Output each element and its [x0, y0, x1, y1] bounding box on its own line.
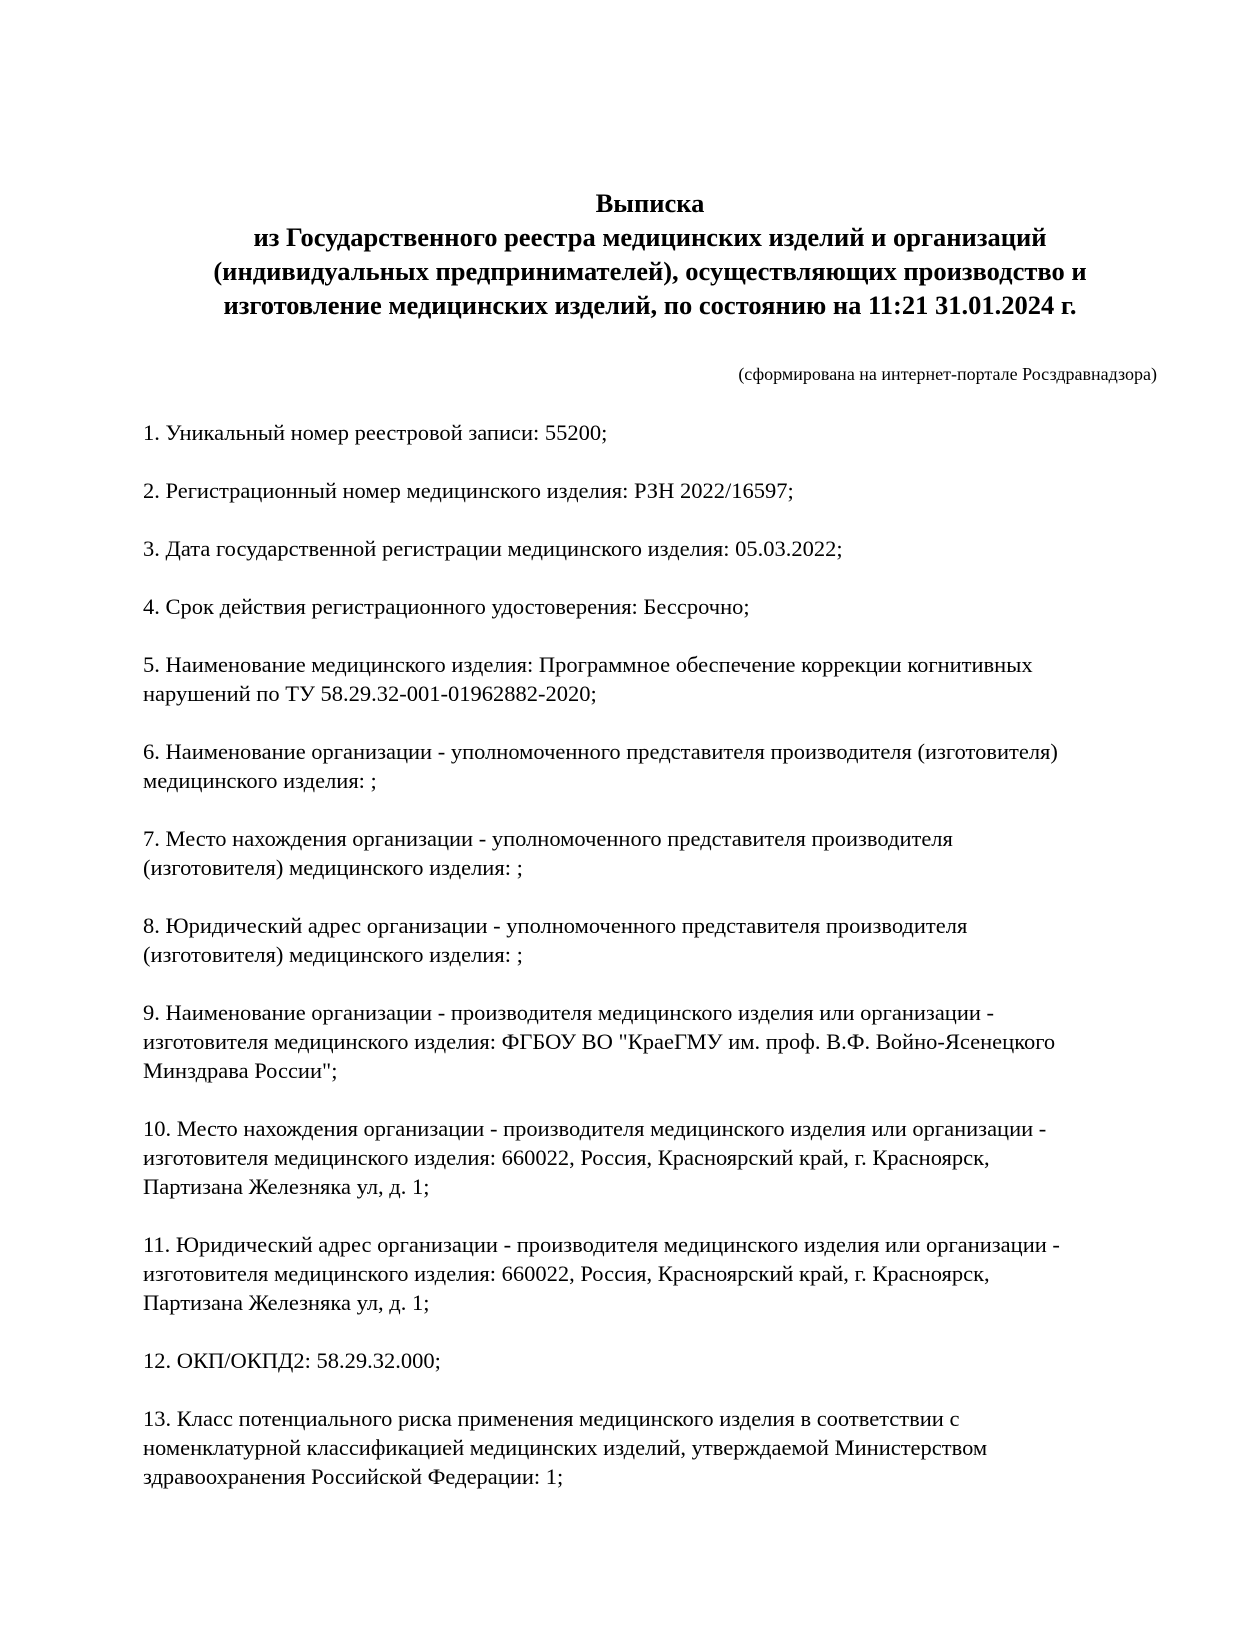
- registry-item-7: [143, 824, 1163, 882]
- item-text-line: 7. Место нахождения организации - уполномоченного представителя производителя: [143, 826, 953, 851]
- item-text-line: (изготовителя) медицинского изделия: ;: [143, 855, 523, 880]
- registry-item-4: [143, 592, 1163, 621]
- item-text-line: (изготовителя) медицинского изделия: ;: [143, 942, 523, 967]
- registry-item-3: [143, 534, 1163, 563]
- registry-item-6: [143, 737, 1163, 795]
- item-text-line: нарушений по ТУ 58.29.32-001-01962882-2020;: [143, 681, 597, 706]
- registry-item-10: [143, 1114, 1163, 1201]
- registry-item-5: [143, 650, 1163, 708]
- item-text-line: 1. Уникальный номер реестровой записи: 55200;: [143, 420, 608, 445]
- item-text-line: 12. ОКП/ОКПД2: 58.29.32.000;: [143, 1348, 441, 1373]
- registry-items-list: [143, 418, 1163, 1520]
- document-subtitle-line: изготовление медицинских изделий, по состоянию на 11:21 31.01.2024 г.: [223, 290, 1077, 320]
- registry-item-8: [143, 911, 1163, 969]
- document-title: Выписка: [595, 188, 705, 218]
- item-text-line: Партизана Железняка ул, д. 1;: [143, 1290, 430, 1315]
- item-text-line: 2. Регистрационный номер медицинского изделия: РЗН 2022/16597;: [143, 478, 794, 503]
- item-text-line: изготовителя медицинского изделия: 660022, Россия, Красноярский край, г. Красноярск,: [143, 1145, 990, 1170]
- registry-item-9: [143, 998, 1163, 1085]
- item-text-line: Партизана Железняка ул, д. 1;: [143, 1174, 430, 1199]
- registry-item-11: [143, 1230, 1163, 1317]
- item-text-line: номенклатурной классификацией медицинских изделий, утверждаемой Министерством: [143, 1435, 988, 1460]
- item-text-line: 5. Наименование медицинского изделия: Программное обеспечение коррекции когнитивных: [143, 652, 1033, 677]
- item-text-line: Минздрава России";: [143, 1058, 338, 1083]
- item-text-line: здравоохранения Российской Федерации: 1;: [143, 1464, 564, 1489]
- document-heading: [120, 186, 1180, 322]
- item-text-line: 6. Наименование организации - уполномоченного представителя производителя (изготовителя): [143, 739, 1058, 764]
- document-subtitle-line: (индивидуальных предпринимателей), осуществляющих производство и: [213, 256, 1087, 286]
- source-note: (сформирована на интернет-портале Росздравнадзора): [738, 364, 1157, 384]
- item-text-line: медицинского изделия: ;: [143, 768, 377, 793]
- item-text-line: 10. Место нахождения организации - производителя медицинского изделия или организации -: [143, 1116, 1047, 1141]
- registry-item-2: [143, 476, 1163, 505]
- item-text-line: 8. Юридический адрес организации - уполномоченного представителя производителя: [143, 913, 968, 938]
- item-text-line: 4. Срок действия регистрационного удостоверения: Бессрочно;: [143, 594, 750, 619]
- item-text-line: изготовителя медицинского изделия: ФГБОУ ВО "КраеГМУ им. проф. В.Ф. Войно-Ясенецкого: [143, 1029, 1056, 1054]
- item-text-line: 9. Наименование организации - производителя медицинского изделия или организации -: [143, 1000, 995, 1025]
- document-subtitle-line: из Государственного реестра медицинских изделий и организаций: [253, 222, 1047, 252]
- item-text-line: 3. Дата государственной регистрации медицинского изделия: 05.03.2022;: [143, 536, 843, 561]
- registry-item-13: [143, 1404, 1163, 1491]
- registry-item-12: [143, 1346, 1163, 1375]
- item-text-line: 13. Класс потенциального риска применения медицинского изделия в соответствии с: [143, 1406, 960, 1431]
- item-text-line: изготовителя медицинского изделия: 660022, Россия, Красноярский край, г. Красноярск,: [143, 1261, 990, 1286]
- registry-item-1: [143, 418, 1163, 447]
- item-text-line: 11. Юридический адрес организации - производителя медицинского изделия или организации -: [143, 1232, 1060, 1257]
